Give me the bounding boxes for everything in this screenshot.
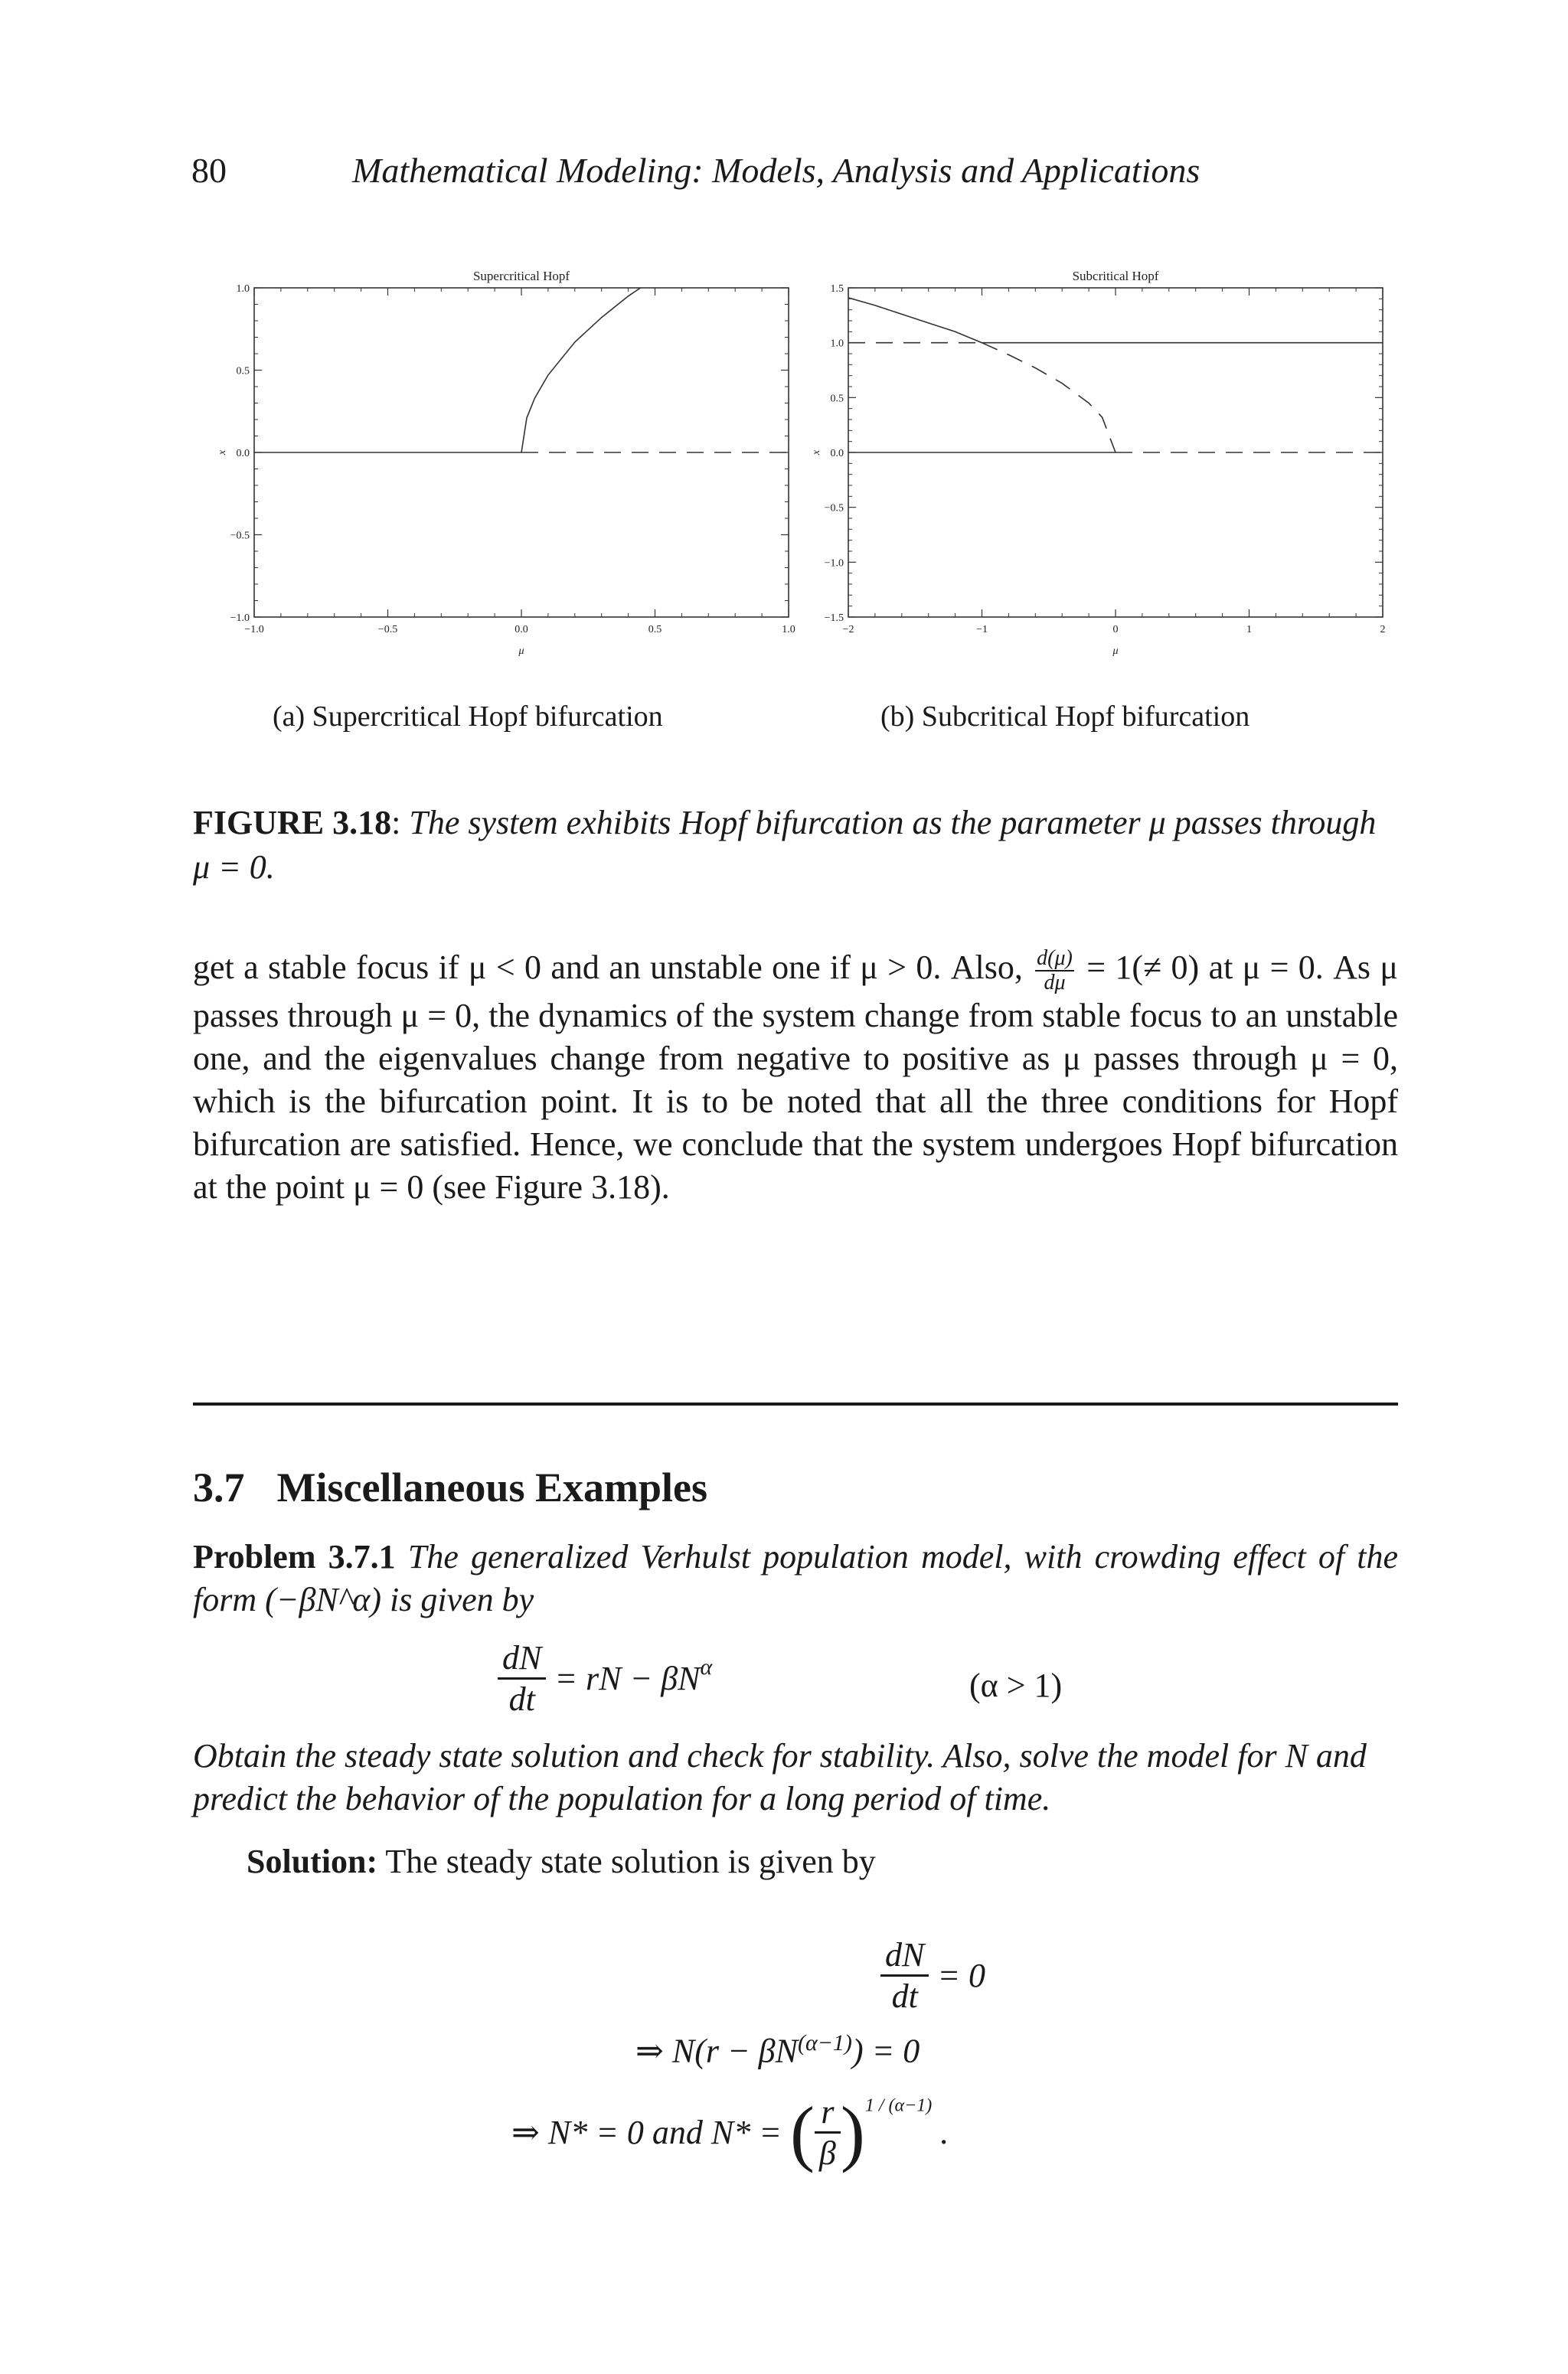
stable-branch-1 — [521, 206, 789, 453]
x-tick-label: −1 — [976, 624, 988, 635]
x-tick-label: 1 — [1246, 624, 1252, 635]
y-tick-label: −1.5 — [824, 612, 844, 624]
solution-label: Solution: — [247, 1843, 378, 1880]
eq2-rhs: ) = 0 — [851, 2032, 920, 2070]
eq3-exponent: 1 / (α−1) — [864, 2095, 933, 2116]
supercritical-hopf-plot — [214, 260, 796, 658]
figure-caption-text: The system exhibits Hopf bifurcation as the parameter μ passes through μ = 0. — [193, 804, 1377, 886]
subcritical-hopf-plot — [808, 260, 1390, 658]
plot-svg-1 — [808, 260, 1390, 658]
inline-fraction — [1035, 947, 1074, 994]
eq3-lhs: ⇒ N* = 0 and N* = — [511, 2114, 782, 2151]
y-tick-label: 0.0 — [830, 448, 844, 459]
problem-text: The generalized Verhulst population model, with crowding effect of the form (−βN^α) is given by — [193, 1538, 1399, 1618]
x-tick-label: −1.0 — [244, 624, 264, 635]
verhulst-equation — [498, 1638, 712, 1719]
eq-rhs-sup: α — [700, 1654, 713, 1680]
paragraph-text-a: get a stable focus if μ < 0 and an unstable one if μ > 0. Also, — [193, 949, 1033, 986]
inline-fraction-num: d(μ) — [1037, 945, 1073, 970]
y-tick-label: −1.0 — [230, 612, 250, 624]
eq3-end: . — [940, 2114, 949, 2151]
eq3-fraction — [815, 2092, 841, 2173]
eq-den: dt — [508, 1680, 535, 1718]
figure-caption: FIGURE 3.18: The system exhibits Hopf bifurcation as the parameter μ passes through μ = 0. — [193, 804, 1377, 886]
solution-line — [247, 1842, 876, 1881]
problem-continuation: Obtain the steady state solution and check for stability. Also, solve the model for N and predict the behavior of the population for a long period of time. — [193, 1737, 1367, 1817]
eq-num: dN — [498, 1638, 546, 1680]
eq-fraction — [498, 1638, 546, 1719]
steady-state-eq3 — [511, 2090, 949, 2175]
body-paragraph — [193, 946, 1398, 1209]
eq-rhs: = rN − βN — [554, 1660, 701, 1697]
running-header — [191, 150, 1401, 196]
eq2-sup: (α−1) — [797, 2030, 852, 2056]
eq1-den: dt — [891, 1977, 918, 2015]
eq3-left-paren: ( — [789, 2092, 815, 2173]
eq1-rhs: = 0 — [937, 1957, 986, 1994]
inline-fraction-den: dμ — [1044, 970, 1066, 994]
x-tick-label: 1.0 — [782, 624, 795, 635]
solution-text: The steady state solution is given by — [385, 1843, 876, 1880]
eq1-num: dN — [880, 1935, 929, 1977]
y-axis-label: x — [811, 449, 822, 456]
subcaption-a: (a) Supercritical Hopf bifurcation — [273, 700, 663, 733]
y-tick-label: 0.5 — [236, 365, 250, 377]
eq1-fraction — [880, 1935, 929, 2016]
y-tick-label: 1.5 — [830, 283, 844, 295]
plot-title: Subcritical Hopf — [1072, 269, 1159, 283]
x-axis-label: μ — [518, 645, 524, 657]
eq3-den: β — [818, 2134, 836, 2172]
eq3-right-paren: ) — [840, 2092, 865, 2173]
running-title: Mathematical Modeling: Models, Analysis and Applications — [352, 151, 1200, 190]
y-axis-label: x — [217, 449, 228, 456]
equation-condition: (α > 1) — [969, 1667, 1063, 1704]
x-tick-label: 0 — [1112, 624, 1119, 635]
y-tick-label: −1.0 — [824, 557, 844, 570]
x-tick-label: 0.5 — [648, 624, 662, 635]
section-number: 3.7 — [193, 1465, 245, 1510]
steady-state-eq2 — [635, 2030, 920, 2071]
y-tick-label: 0.0 — [236, 448, 250, 459]
section-rule — [193, 1403, 1398, 1406]
plot-title: Supercritical Hopf — [472, 269, 570, 283]
section-heading — [193, 1464, 707, 1511]
section-title: Miscellaneous Examples — [276, 1465, 707, 1510]
page-number: 80 — [191, 151, 227, 190]
y-tick-label: 1.0 — [830, 338, 844, 350]
plot-svg-0 — [214, 260, 796, 658]
x-tick-label: 2 — [1380, 624, 1386, 635]
steady-state-eq1 — [880, 1935, 985, 2016]
x-tick-label: 0.0 — [514, 624, 528, 635]
eq3-num: r — [815, 2092, 841, 2134]
x-tick-label: −2 — [842, 624, 854, 635]
eq2-lhs: ⇒ N(r − βN — [635, 2032, 798, 2070]
y-tick-label: −0.5 — [230, 530, 250, 542]
y-tick-label: 0.5 — [830, 393, 844, 405]
paragraph-text-b: = 1(≠ 0) at μ = 0. As μ passes through μ = 0, the dynamics of the system change from stable focus to an unstable one, and the eigenvalues change from negative to positive as μ passes through μ = 0, which is the bifurcation point. It is to be noted that all the three conditions for Hopf bifurcation are satisfied. Hence, we conclude that the system undergoes Hopf bifurcation at the point μ = 0 (see Figure 3.18). — [193, 949, 1398, 1206]
subcaption-b: (b) Subcritical Hopf bifurcation — [880, 700, 1250, 733]
problem-label: Problem 3.7.1 — [193, 1538, 396, 1576]
x-tick-label: −0.5 — [377, 624, 398, 635]
stable-branch-4 — [848, 298, 982, 343]
figure-number: FIGURE 3.18 — [193, 804, 392, 841]
x-axis-label: μ — [1112, 645, 1119, 657]
problem-statement — [193, 1536, 1398, 1621]
y-tick-label: 1.0 — [236, 283, 250, 295]
y-tick-label: −0.5 — [824, 502, 844, 514]
unstable-branch-5 — [982, 343, 1116, 452]
